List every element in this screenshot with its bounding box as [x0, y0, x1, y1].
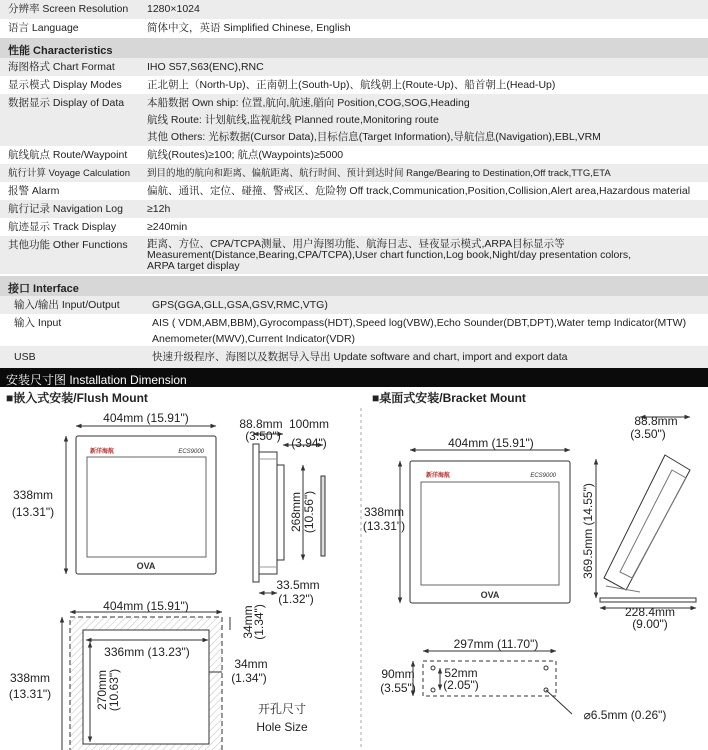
cutout-margin-side-inch-label: (1.34"): [231, 671, 267, 685]
spec-value-line: 到目的地的航向和距离、偏航距离、航行时间、预计到达时间 Range/Bearing to Destination,Off track,TTG,ETA: [147, 168, 611, 179]
spec-key: 输入/输出 Input/Output: [14, 299, 120, 311]
bracket-base-inch-label: (9.00"): [632, 617, 668, 631]
flush-height-inch-label: (13.31"): [11, 505, 55, 519]
side-body: [259, 452, 277, 574]
model-label: ECS9000: [530, 473, 556, 479]
spec-key: 分辨率 Screen Resolution: [8, 3, 129, 15]
tilted-monitor-side: [604, 455, 690, 590]
cutout-inner-height-label: 270mm: [95, 669, 109, 711]
base-inner-inch-label: (2.05"): [443, 678, 479, 692]
spec-key: 航行记录 Navigation Log: [8, 203, 123, 215]
base-height-label: 90mm: [381, 667, 415, 681]
cutout-inner-width-label: 336mm (13.23"): [104, 645, 190, 659]
spec-value-line: IHO S57,S63(ENC),RNC: [147, 61, 264, 73]
side-d-label: 33.5mm: [276, 578, 320, 592]
spec-key: 海图格式 Chart Format: [8, 61, 115, 73]
cutout-inner-height-inch-label: (10.63"): [107, 668, 121, 712]
spec-key: 报警 Alarm: [8, 185, 60, 197]
spec-value-line: 本船数据 Own ship: 位置,航向,航速,艏向 Position,COG,SOG,Heading: [147, 97, 470, 109]
spec-value-line: ≥12h: [147, 203, 171, 215]
brand-label: 新洋海航: [90, 449, 115, 455]
spec-value-line: 其他 Others: 光标数据(Cursor Data),目标信息(Target Information),导航信息(Navigation),EBL,VRM: [147, 131, 601, 143]
spec-value-line: Anemometer(MWV),Current Indicator(VDR): [152, 333, 356, 345]
hole-size-label-en: Hole Size: [256, 720, 308, 734]
cutout-drawing: [9, 599, 308, 750]
side-back: [277, 465, 284, 560]
spec-value-line: ARPA target display: [147, 260, 240, 272]
side-bezel: [253, 444, 259, 582]
bracket-height-label: 338mm: [363, 505, 405, 519]
bracket-side-height-label: 369.5mm (14.55"): [581, 483, 595, 579]
section-title: 安装尺寸图 Installation Dimension: [6, 373, 187, 387]
side-depth-inch-label: (3.50"): [245, 429, 281, 443]
base-inner-label: 52mm: [444, 666, 478, 680]
spec-value-line: 快速升级程序、海图以及数据导入导出 Update software and chart, import and export data: [152, 351, 568, 363]
flush-mount-drawing: [12, 411, 329, 606]
cutout-margin-side-label: 34mm: [234, 657, 268, 671]
spec-value-line: GPS(GGA,GLL,GSA,GSV,RMC,VTG): [152, 299, 328, 311]
flush-mount-title: ■嵌入式安装/Flush Mount: [6, 391, 148, 405]
cutout-height-label: 338mm: [9, 671, 51, 685]
spec-key: 显示模式 Display Modes: [8, 79, 122, 91]
section-title: 性能 Characteristics: [8, 45, 113, 57]
cutout-margin-top-label: 34mm: [241, 605, 255, 639]
side-bracket-plate: [321, 476, 325, 556]
spec-value-line: 航线(Routes)≥100; 航点(Waypoints)≥5000: [147, 149, 344, 161]
spec-value-line: 1280×1024: [147, 3, 200, 15]
cutout-width-label: 404mm (15.91"): [103, 599, 189, 613]
spec-key: 数据显示 Display of Data: [8, 97, 125, 109]
bracket-side-depth-inch-label: (3.50"): [630, 427, 666, 441]
base-width-label: 297mm (11.70"): [453, 637, 539, 651]
side-b-label: 100mm: [288, 417, 330, 431]
spec-value-line: ≥240min: [147, 221, 188, 233]
spec-key: 输入 Input: [14, 317, 62, 329]
hole-diameter-label: ⌀6.5mm (0.26"): [583, 708, 667, 722]
side-height-label: 268mm: [289, 491, 303, 533]
cutout-margin-top-inch-label: (1.34"): [252, 604, 266, 640]
spec-key: 语言 Language: [8, 22, 79, 34]
spec-key: 其他功能 Other Functions: [8, 239, 128, 251]
side-depth-label: 88.8mm: [239, 417, 283, 431]
logo-label: OVA: [480, 590, 500, 600]
flush-height-label: 338mm: [12, 488, 54, 502]
bracket-height-inch-label: (13.31"): [362, 519, 406, 533]
side-d-inch-label: (1.32"): [278, 592, 314, 606]
spec-value-line: 简体中文，英语 Simplified Chinese, English: [147, 22, 351, 34]
spec-value-line: AIS ( VDM,ABM,BBM),Gyrocompass(HDT),Speed log(VBW),Echo Sounder(DBT,DPT),Water temp Indicator(MTW): [152, 317, 687, 329]
spec-value-line: 距离、方位、CPA/TCPA测量、用户海图功能、航海日志、昼夜显示模式,ARPA目标显示等: [147, 238, 565, 250]
spec-key: 航迹显示 Track Display: [8, 221, 117, 233]
model-label: ECS9000: [178, 449, 204, 455]
side-height-inch-label: (10.56"): [302, 490, 316, 534]
tilted-monitor-back: [620, 470, 686, 578]
spec-value-line: 正北朝上（North-Up)、正南朝上(South-Up)、航线朝上(Route-Up)、船首朝上(Head-Up): [147, 79, 556, 91]
bracket-mount-title: ■桌面式安装/Bracket Mount: [372, 391, 526, 405]
hole-size-label-cn: 开孔尺寸: [257, 702, 307, 716]
side-b-inch-label: (3.94"): [291, 436, 327, 450]
spec-key: USB: [14, 351, 36, 363]
section-title: 接口 Interface: [8, 283, 79, 295]
bracket-mount-drawing: [363, 414, 696, 722]
bracket-width-label: 404mm (15.91"): [448, 436, 534, 450]
spec-key: 航线航点 Route/Waypoint: [8, 149, 128, 161]
logo-label: OVA: [136, 561, 156, 571]
flush-width-label: 404mm (15.91"): [103, 411, 189, 425]
spec-value-line: Measurement(Distance,Bearing,CPA/TCPA),User chart function,Log book,Night/day presentation colors,: [147, 249, 632, 261]
base-height-inch-label: (3.55"): [380, 681, 416, 695]
monitor-screen: [421, 482, 559, 585]
bracket-side-depth-label: 88.8mm: [634, 414, 678, 428]
brand-label: 新洋海航: [426, 473, 451, 479]
bracket-base: [600, 598, 696, 602]
spec-value-line: 偏航、通讯、定位、碰撞、警戒区、危险物 Off track,Communication,Position,Collision,Alert area,Hazardous material: [147, 185, 691, 197]
monitor-screen: [87, 457, 206, 557]
bracket-base-label: 228.4mm: [624, 605, 676, 619]
spec-value-line: 航线 Route: 计划航线,监视航线 Planned route,Monitoring route: [147, 114, 439, 126]
cutout-height-inch-label: (13.31"): [8, 687, 52, 701]
spec-key: 航行计算 Voyage Calculation: [8, 168, 130, 179]
